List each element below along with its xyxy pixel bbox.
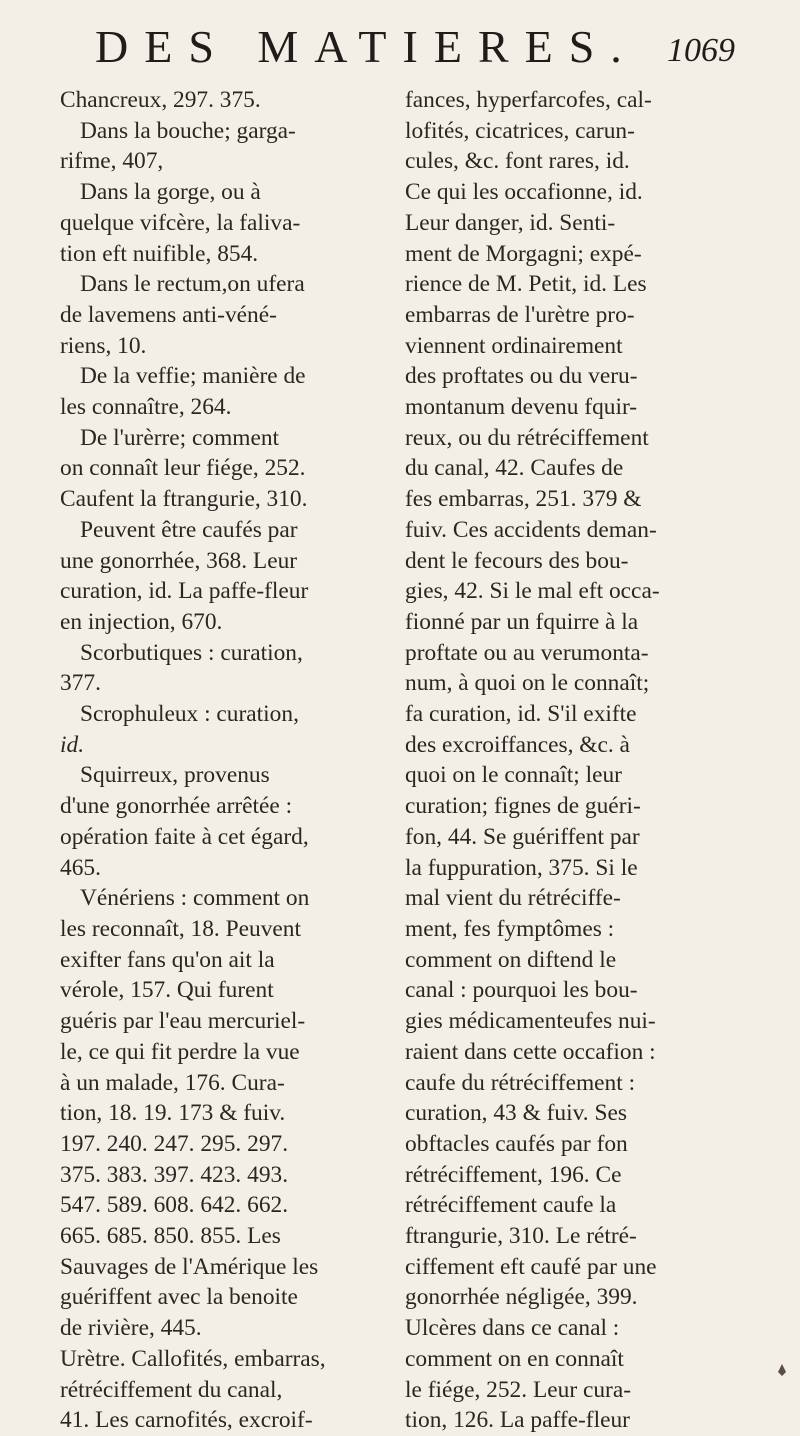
text-line: Scrophuleux : curation, — [80, 701, 299, 728]
text-line: du canal, 42. Caufes de — [405, 455, 624, 482]
text-line: Dans le rectum,on ufera — [80, 271, 305, 298]
text-line: mal vient du rétréciffe- — [405, 885, 621, 912]
text-line: fuiv. Ces accidents deman- — [405, 516, 657, 543]
text-line: Peuvent être caufés par — [80, 516, 298, 543]
text-line: fes embarras, 251. 379 & — [405, 486, 642, 513]
text-line: le, ce qui fit perdre la vue — [60, 1038, 300, 1065]
text-line: les connaître, 264. — [60, 394, 232, 421]
text-line: reux, ou du rétréciffement — [405, 424, 649, 451]
text-line: riens, 10. — [60, 332, 147, 359]
text-line: 465. — [60, 854, 101, 881]
text-line: 375. 383. 397. 423. 493. — [60, 1161, 289, 1188]
text-line: raient dans cette occafion : — [405, 1038, 656, 1065]
text-line: 197. 240. 247. 295. 297. — [60, 1130, 289, 1157]
text-line: fon, 44. Se guériffent par — [405, 823, 640, 850]
text-line: embarras de l'urètre pro- — [405, 301, 635, 328]
text-line: lofités, cicatrices, carun- — [405, 117, 635, 144]
text-line: tion, 126. La paffe-fleur — [405, 1407, 630, 1434]
text-line: on connaît leur fiége, 252. — [60, 455, 306, 482]
text-line: le fiége, 252. Leur cura- — [405, 1376, 631, 1403]
text-line: Chancreux, 297. 375. — [60, 87, 261, 113]
text-line: ment, fes fymptômes : — [405, 915, 615, 942]
left-column — [60, 85, 395, 1436]
text-line: rétréciffement caufe la — [405, 1192, 617, 1219]
text-line: Dans la gorge, ou à — [80, 179, 261, 206]
text-line: curation; fignes de guéri- — [405, 793, 641, 820]
text-line: fionné par un fquirre à la — [405, 608, 639, 635]
text-line: gies, 42. Si le mal eft occa- — [405, 578, 660, 605]
text-line: rétréciffement, 196. Ce — [405, 1161, 622, 1188]
text-line: viennent ordinairement — [405, 332, 623, 359]
text-line: opération faite à cet égard, — [60, 823, 309, 850]
text-line: 547. 589. 608. 642. 662. — [60, 1192, 289, 1219]
text-line: Dans la bouche; garga- — [80, 117, 296, 144]
text-line: Sauvages de l'Amérique les — [60, 1253, 319, 1280]
text-line: tion, 18. 19. 173 & fuiv. — [60, 1100, 286, 1127]
text-line: de rivière, 445. — [60, 1315, 202, 1342]
text-line: gies médicamenteufes nui- — [405, 1008, 656, 1035]
text-line: 41. Les carnofités, excroif- — [60, 1407, 313, 1434]
text-line: comment on en connaît — [405, 1345, 624, 1372]
text-line: gonorrhée négligée, 399. — [405, 1284, 638, 1311]
text-line: ciffement eft caufé par une — [405, 1253, 657, 1280]
page-number: 1069 — [667, 32, 735, 69]
text-line: ment de Morgagni; expé- — [405, 240, 642, 267]
text-line: Ulcères dans ce canal : — [405, 1315, 620, 1342]
ink-blemish — [777, 1364, 787, 1380]
text-line: Leur danger, id. Senti- — [405, 209, 616, 236]
running-head — [95, 20, 735, 84]
text-line: num, à quoi on le connaît; — [405, 670, 650, 697]
text-line: curation, 43 & fuiv. Ses — [405, 1100, 627, 1127]
text-line: De l'urèrre; comment — [80, 424, 280, 451]
text-line: guéris par l'eau mercuriel- — [60, 1008, 306, 1035]
text-line: fances, hyperfarcofes, cal- — [405, 87, 652, 113]
text-line: des proftates ou du veru- — [405, 363, 638, 390]
text-line: des excroiffances, &c. à — [405, 731, 630, 758]
text-line: à un malade, 176. Cura- — [60, 1069, 285, 1096]
text-line: Caufent la ftrangurie, 310. — [60, 486, 308, 513]
text-line: Squirreux, provenus — [80, 762, 270, 789]
text-line: tion eft nuifible, 854. — [60, 240, 259, 267]
text-line: De la veffie; manière de — [80, 363, 306, 390]
text-line: rétréciffement du canal, — [60, 1376, 283, 1403]
text-line: vérole, 157. Qui furent — [60, 977, 274, 1004]
text-line: quelque vifcère, la faliva- — [60, 209, 301, 236]
text-line: les reconnaît, 18. Peuvent — [60, 915, 301, 942]
text-line: comment on diftend le — [405, 946, 617, 973]
text-line: proftate ou au verumonta- — [405, 639, 649, 666]
text-line: cules, &c. font rares, id. — [405, 148, 630, 175]
text-line: quoi on le connaît; leur — [405, 762, 622, 789]
text-line: une gonorrhée, 368. Leur — [60, 547, 298, 574]
text-line: la fuppuration, 375. Si le — [405, 854, 638, 881]
text-line: rience de M. Petit, id. Les — [405, 271, 647, 298]
text-line: Scorbutiques : curation, — [80, 639, 303, 666]
text-line: de lavemens anti-véné- — [60, 301, 277, 328]
text-line: id. — [60, 731, 85, 758]
text-line: exifter fans qu'on ait la — [60, 946, 275, 973]
right-column — [405, 85, 740, 1436]
text-line: caufe du rétréciffement : — [405, 1069, 636, 1096]
text-line: obftacles caufés par fon — [405, 1130, 628, 1157]
text-line: Urètre. Callofités, embarras, — [60, 1345, 326, 1372]
text-line: canal : pourquoi les bou- — [405, 977, 638, 1004]
text-line: dent le fecours des bou- — [405, 547, 629, 574]
text-line: 665. 685. 850. 855. Les — [60, 1223, 281, 1250]
text-line: Vénériens : comment on — [80, 885, 310, 912]
text-line: Ce qui les occafionne, id. — [405, 179, 643, 206]
text-line: rifme, 407, — [60, 148, 164, 175]
text-line: guériffent avec la benoite — [60, 1284, 298, 1311]
text-line: curation, id. La paffe-fleur — [60, 578, 309, 605]
text-line: en injection, 670. — [60, 608, 223, 635]
text-line: montanum devenu fquir- — [405, 394, 638, 421]
text-line: d'une gonorrhée arrêtée : — [60, 793, 293, 820]
text-line: 377. — [60, 670, 101, 697]
text-line: fa curation, id. S'il exifte — [405, 701, 637, 728]
text-line: ftrangurie, 310. Le rétré- — [405, 1223, 637, 1250]
running-title: DES MATIERES. — [95, 21, 638, 72]
